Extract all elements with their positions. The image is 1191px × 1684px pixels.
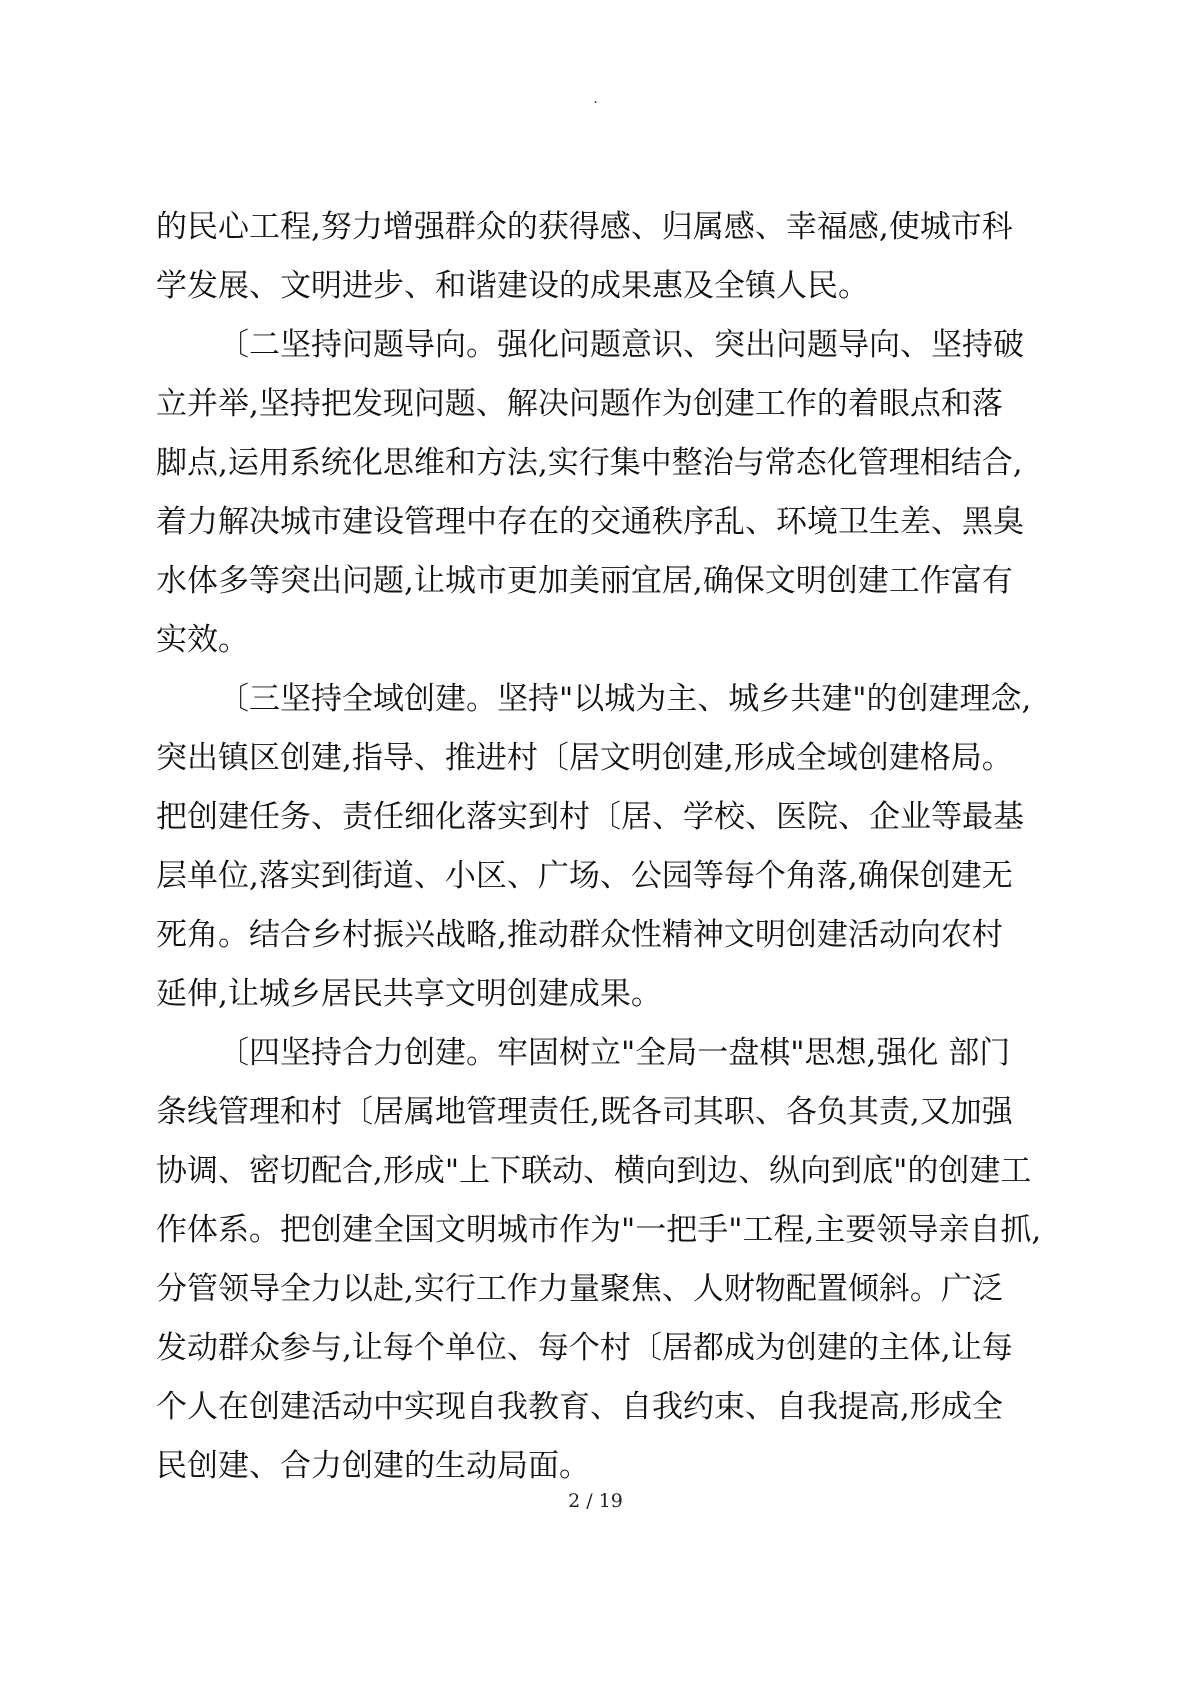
text-line: 突出镇区创建,指导、推进村〔居文明创建,形成全域创建格局。: [156, 740, 1013, 776]
text-line: 条线管理和村〔居属地管理责任,既各司其职、各负其责,又加强: [156, 1094, 1013, 1130]
document-body: [156, 198, 1042, 1496]
text-line: 〔四坚持合力创建。牢固树立"全局一盘棋"思想,强化 部门: [218, 1035, 1011, 1071]
header-mark: .: [593, 91, 598, 107]
text-line: 作体系。把创建全国文明城市作为"一把手"工程,主要领导亲自抓,: [156, 1212, 1042, 1248]
paragraph-2: [156, 316, 1036, 670]
text-line: 学发展、文明进步、和谐建设的成果惠及全镇人民。: [156, 268, 869, 304]
paragraph-1: [156, 198, 1036, 316]
text-line: 实效。: [156, 622, 249, 658]
text-line: 立并举,坚持把发现问题、解决问题作为创建工作的着眼点和落: [156, 386, 1003, 422]
text-line: 分管领导全力以赴,实行工作力量聚焦、人财物配置倾斜。广泛: [156, 1271, 1003, 1307]
text-line: 延伸,让城乡居民共享文明创建成果。: [156, 976, 662, 1012]
text-line: 着力解决城市建设管理中存在的交通秩序乱、环境卫生差、黑臭: [156, 504, 1024, 540]
page-number: 2 / 19: [568, 1490, 623, 1512]
text-line: 层单位,落实到街道、小区、广场、公园等每个角落,确保创建无: [156, 858, 1013, 894]
text-line: 把创建任务、责任细化落实到村〔居、学校、医院、企业等最基: [156, 799, 1024, 835]
text-line: 民创建、合力创建的生动局面。: [156, 1448, 590, 1484]
text-line: 的民心工程,努力增强群众的获得感、归属感、幸福感,使城市科: [156, 209, 1013, 245]
paragraph-4: [156, 1024, 1042, 1496]
text-line: 〔二坚持问题导向。强化问题意识、突出问题导向、坚持破: [218, 327, 1024, 363]
text-line: 脚点,运用系统化思维和方法,实行集中整治与常态化管理相结合,: [156, 445, 1023, 481]
text-line: 发动群众参与,让每个单位、每个村〔居都成为创建的主体,让每: [156, 1330, 1013, 1366]
text-line: 水体多等突出问题,让城市更加美丽宜居,确保文明创建工作富有: [156, 563, 1013, 599]
text-line: 个人在创建活动中实现自我教育、自我约束、自我提高,形成全: [156, 1389, 1003, 1425]
text-line: 协调、密切配合,形成"上下联动、横向到边、纵向到底"的创建工: [156, 1153, 1032, 1189]
paragraph-3: [156, 670, 1036, 1024]
text-line: 死角。结合乡村振兴战略,推动群众性精神文明创建活动向农村: [156, 917, 1003, 953]
text-line: 〔三坚持全域创建。坚持"以城为主、城乡共建"的创建理念,: [218, 681, 1032, 717]
